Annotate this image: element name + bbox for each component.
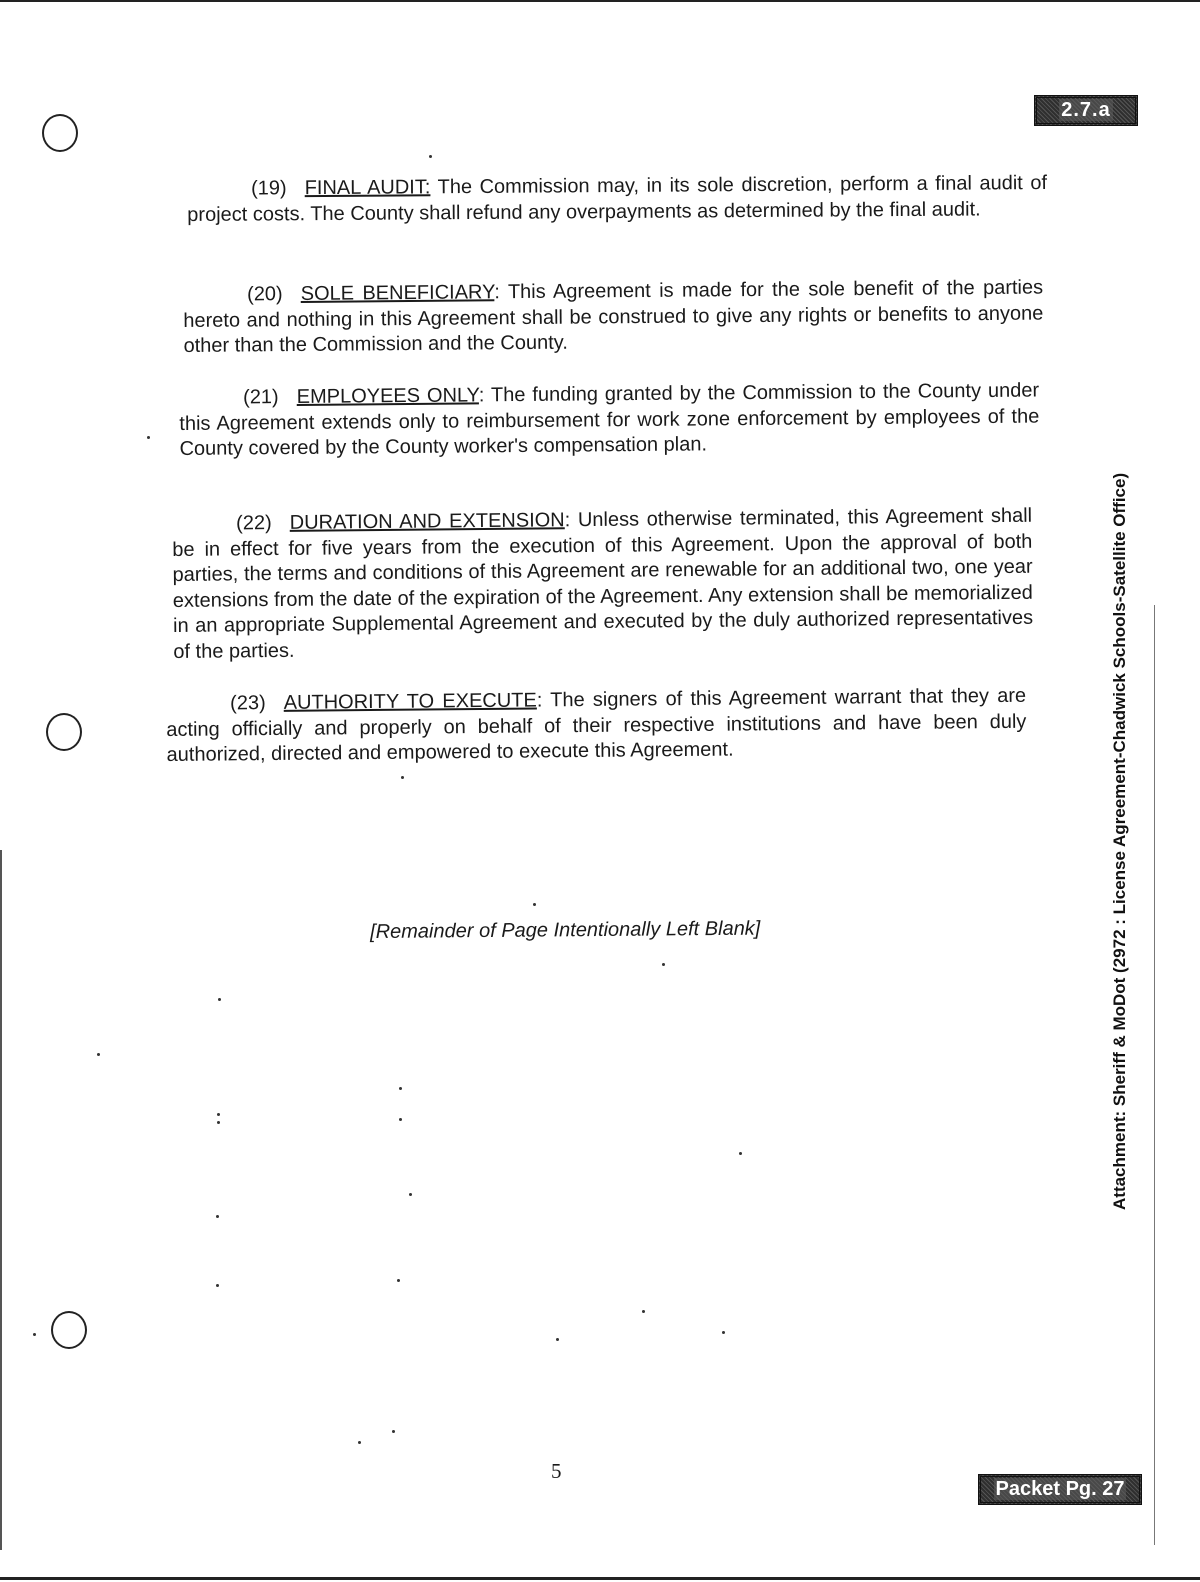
scan-speck (722, 1331, 725, 1334)
scan-speck (397, 1279, 400, 1282)
page-number: 5 (551, 1459, 562, 1483)
section-21-employees-only (179, 378, 1040, 462)
section-number: (21) (243, 386, 279, 409)
packet-page-stamp-text: Packet Pg. 27 (995, 1478, 1125, 1500)
section-body: : Unless otherwise terminated, this Agreement shall be in effect for five years from the execution of this Agreement. Upon the approval of both parties, the terms and conditions of this Agreement are renewable for an additional two, one year extensions from the date of the expiration of the Agreement. Any extension shall be memorialized in an appropriate Supplemental Agreement and executed by the duly authorized representatives of the parties. (172, 504, 1034, 663)
scan-speck (216, 1215, 219, 1218)
section-body: The Commission may, in its sole discretion, perform a final audit of project costs. The County shall refund any overpayments as determined by the final audit. (187, 171, 1048, 226)
scan-speck (739, 1152, 742, 1155)
agenda-item-stamp-text: 2.7.a (1061, 99, 1111, 121)
section-20-sole-beneficiary (183, 275, 1044, 359)
section-body: : The funding granted by the Commission to the County under this Agreement extends only to reimbursement for work zone enforcement by employees of the County covered by the County worker's compensation plan. (179, 379, 1040, 460)
section-23-authority-to-execute (166, 684, 1027, 769)
section-heading: EMPLOYEES ONLY (296, 384, 479, 408)
section-body: : The signers of this Agreement warrant that they are acting officially and properly on behalf of their respective institutions and have been duly authorized, directed and empowered to execute this Agreement. (166, 684, 1027, 766)
scan-speck (662, 963, 665, 966)
scan-speck (217, 1121, 220, 1124)
section-19-final-audit (187, 171, 1047, 228)
scan-top-edge (0, 0, 1200, 2)
scan-speck (556, 1338, 559, 1341)
scan-speck (429, 155, 432, 158)
scan-left-edge (0, 850, 2, 1550)
section-22-duration-and-extension (172, 504, 1033, 665)
punch-hole-middle (46, 713, 82, 751)
scan-speck (217, 1113, 220, 1116)
section-heading: AUTHORITY TO EXECUTE (283, 689, 537, 714)
packet-page-stamp (978, 1474, 1142, 1505)
section-heading: FINAL AUDIT: (304, 176, 431, 200)
scan-speck (533, 903, 536, 906)
section-number: (19) (251, 177, 287, 200)
scan-speck (399, 1087, 402, 1090)
scan-speck (218, 998, 221, 1001)
scan-speck (642, 1310, 645, 1313)
scan-speck (97, 1053, 100, 1056)
scan-speck (392, 1430, 395, 1433)
scan-bottom-edge (0, 1577, 1200, 1580)
section-body: : This Agreement is made for the sole benefit of the parties hereto and nothing in this Agreement shall be construed to give any rights or benefits to anyone other than the Commission and the County. (183, 276, 1044, 357)
scan-speck (409, 1193, 412, 1196)
section-number: (23) (230, 692, 266, 715)
punch-hole-bottom (51, 1311, 87, 1349)
section-number: (20) (247, 283, 283, 306)
scan-speck (358, 1441, 361, 1444)
section-heading: DURATION AND EXTENSION (289, 509, 565, 534)
remainder-blank-note: [Remainder of Page Intentionally Left Blank] (370, 917, 761, 943)
scan-speck (33, 1333, 36, 1336)
scan-speck (216, 1284, 219, 1287)
section-heading: SOLE BENEFICIARY (300, 281, 495, 305)
scan-speck (147, 436, 150, 439)
scan-speck (399, 1118, 402, 1121)
attachment-side-label: Attachment: Sheriff & MoDot (2972 : License Agreement-Chadwick Schools-Satellite Office) (1110, 472, 1129, 1210)
scan-speck (401, 776, 404, 779)
punch-hole-top (42, 114, 78, 152)
scan-right-rule (1154, 605, 1155, 1545)
section-number: (22) (236, 512, 272, 535)
agenda-item-stamp (1034, 95, 1138, 126)
